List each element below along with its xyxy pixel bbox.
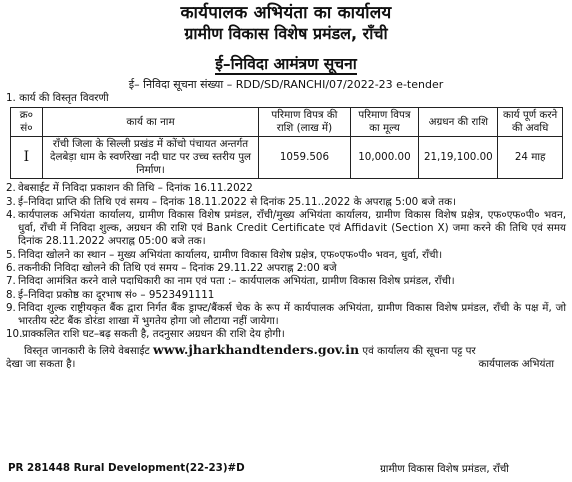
- cell-period: 24 माह: [498, 137, 563, 179]
- works-table: [10, 107, 563, 179]
- section-work-details: 1. कार्य की विस्तृत विवरणी: [6, 92, 109, 104]
- points-list: [6, 182, 566, 342]
- table-header-row: [11, 108, 563, 137]
- list-item: 2. वेबसाईट में निविदा प्रकाशन की तिथि – दिनांक 16.11.2022: [6, 182, 253, 195]
- list-item: 10. प्राक्कलित राशि घट–बढ़ सकती है, तदनुसार अग्रधन की राशि देय होगी।: [6, 328, 285, 341]
- header-work-name: कार्य का नाम: [42, 108, 258, 137]
- signature-title: कार्यपालक अभियंता: [478, 358, 554, 371]
- division-title: ग्रामीण विकास विशेष प्रमंडल, राँची: [184, 24, 388, 43]
- cell-cost: 10,000.00: [350, 137, 419, 179]
- header-serial: क्र० सं०: [11, 108, 43, 137]
- cell-serial: I: [11, 137, 43, 179]
- list-item: 6. तकनीकी निविदा खोलने की तिथि एवं समय – दिनांक 29.11.22 अपराह्न 2:00 बजे: [6, 261, 337, 274]
- cell-earnest: 21,19,100.00: [419, 137, 498, 179]
- website-link[interactable]: www.jharkhandtenders.gov.in: [153, 341, 360, 357]
- cell-amount: 1059.506: [259, 137, 350, 179]
- pr-number: PR 281448 Rural Development(22-23)#D: [8, 462, 245, 474]
- notice-reference: ई– निविदा सूचना संख्या – RDD/SD/RANCHI/07/2022-23 e-tender: [128, 78, 444, 91]
- signature-office: ग्रामीण विकास विशेष प्रमंडल, राँची: [380, 463, 509, 475]
- closing-paragraph: [6, 343, 566, 358]
- list-item: 9. निविदा शुल्क राष्ट्रीयकृत बैंक द्वारा निर्गत बैंक ड्राफ्ट/बैंकर्स चेक के रूप में कार्यपालक अभियंता, ग्रामीण विकास विशेष प्रमंडल, राँची के पक्ष में, जो भारतीय स्टेट बैंक डोरंडा शाखा में भुगतेय होगा जो लौटाया नहीं जायेगा।: [6, 301, 566, 328]
- header-period: कार्य पूर्ण करने की अवधि: [498, 108, 563, 137]
- list-item: 8. ई–निविदा प्रकोष्ठ का दूरभाष सं० – 9523491111: [6, 288, 215, 301]
- cell-work-name: राँची जिला के सिल्ली प्रखंड में कोंचो पंचायत अन्तर्गत देलबेड़ा धाम के स्वर्णरेखा नदी घाट पर उच्च स्तरीय पुल निर्माण।: [42, 137, 258, 179]
- list-item: 7. निविदा आमंत्रित करने वाले पदाधिकारी का नाम एवं पता :– कार्यपालक अभियंता, ग्रामीण विकास विशेष प्रमंडल, राँची।: [6, 275, 455, 288]
- closing-text: विस्तृत जानकारी के लिये वेबसाईट: [24, 344, 150, 357]
- list-item: 5. निविदा खोलने का स्थान – मुख्य अभियंता कार्यालय, ग्रामीण विकास विशेष प्रक्षेत्र, एफ०एफ०पी० भवन, धुर्वा, राँची।: [6, 248, 443, 261]
- header-earnest: अग्रधन की राशि: [419, 108, 498, 137]
- notice-title: [6, 54, 566, 74]
- office-title: कार्यपालक अभियंता का कार्यालय: [180, 3, 392, 23]
- list-item: 4. कार्यपालक अभियंता कार्यालय, ग्रामीण विकास विशेष प्रमंडल, राँची/मुख्य अभियंता कार्यालय, ग्रामीण विकास विशेष प्रक्षेत्र, एफ०एफ०पी० भवन, धुर्वा, राँची में निविदा शुल्क, अग्रधन की राशि एवं Bank Credit Certificate एवं Affidavit (Section X) जमा करने की तिथि एवं समय दिनांक 28.11.2022 अपराह्न 05:00 बजे तक।: [6, 208, 566, 248]
- header-amount: परिमाण विपत्र की राशि (लाख में): [259, 108, 350, 137]
- footer: [6, 358, 566, 371]
- table-row: [11, 137, 563, 179]
- closing-line2: देखा जा सकता है।: [6, 358, 76, 371]
- closing-text-post: एवं कार्यालय की सूचना पट्ट पर: [362, 344, 476, 357]
- list-item: 3. ई–निविदा प्राप्ति की तिथि एवं समय – दिनांक 18.11.2022 से दिनांक 25.11..2022 के अपराह्न 5:00 बजे तक।: [6, 195, 456, 208]
- notice-title-text: ई–निविदा आमंत्रण सूचना: [215, 55, 357, 73]
- header-cost: परिमाण विपत्र का मूल्य: [350, 108, 419, 137]
